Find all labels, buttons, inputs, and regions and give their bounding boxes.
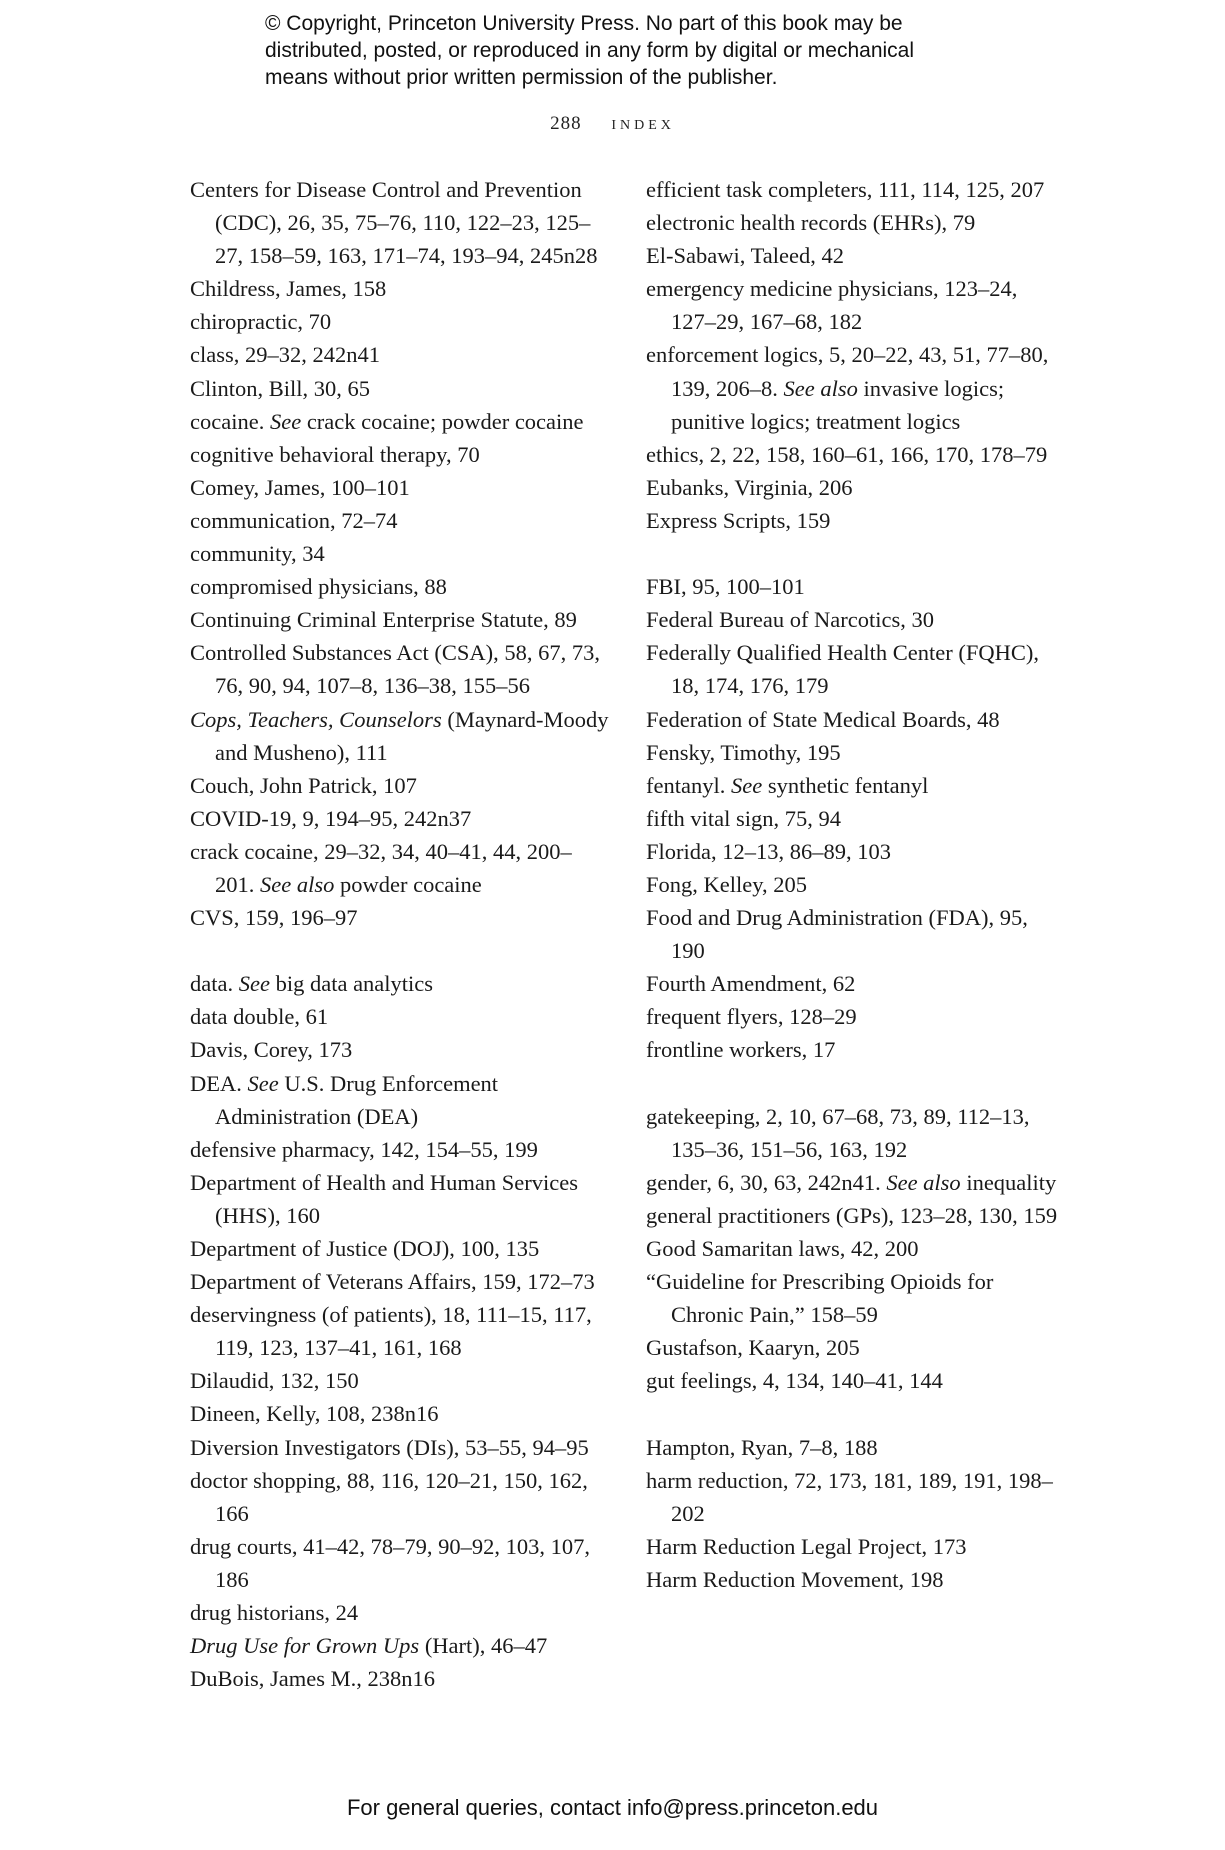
entry-text: gatekeeping, 2, 10, 67–68, 73, 89, 112–13, 135–36, 151–56, 163, 192 — [646, 1103, 1030, 1162]
index-entry — [646, 1331, 1066, 1364]
entry-text: Dineen, Kelly, 108, 238n16 — [190, 1401, 439, 1427]
entry-text: FBI, 95, 100–101 — [646, 574, 805, 600]
entry-text: emergency medicine physicians, 123–24, 127–29, 167–68, 182 — [646, 276, 1018, 335]
index-entry — [646, 868, 1066, 901]
entry-text: Comey, James, 100–101 — [190, 474, 410, 500]
entry-text: Couch, John Patrick, 107 — [190, 772, 417, 798]
entry-text: synthetic fentanyl — [762, 772, 929, 798]
index-entry — [646, 901, 1066, 967]
entry-text: Hampton, Ryan, 7–8, 188 — [646, 1434, 878, 1460]
entry-text: DuBois, James M., 238n16 — [190, 1666, 436, 1692]
entry-text: Department of Veterans Affairs, 159, 172–73 — [190, 1269, 595, 1295]
index-entry — [190, 1133, 610, 1166]
index-entry — [646, 736, 1066, 769]
index-entry — [646, 835, 1066, 868]
index-entry — [190, 603, 610, 636]
entry-italic: See — [730, 772, 763, 798]
entry-text: Clinton, Bill, 30, 65 — [190, 375, 371, 401]
index-entry — [190, 703, 610, 769]
index-entry — [646, 1265, 1066, 1331]
entry-text: (Maynard-Moody and Musheno), 111 — [215, 706, 609, 765]
entry-text: gender, 6, 30, 63, 242n41. — [646, 1169, 887, 1195]
index-entry — [646, 471, 1066, 504]
index-entry — [646, 173, 1066, 206]
index-entry — [190, 1298, 610, 1364]
page-number: 288 — [550, 113, 582, 134]
entry-text: Davis, Corey, 173 — [190, 1037, 353, 1063]
index-entry — [646, 338, 1066, 437]
entry-text: “Guideline for Prescribing Opioids for Chronic Pain,” 158–59 — [646, 1269, 994, 1328]
entry-text: electronic health records (EHRs), 79 — [646, 210, 976, 236]
entry-text: CVS, 159, 196–97 — [190, 905, 358, 931]
index-entry — [646, 1364, 1066, 1397]
index-entry — [190, 173, 610, 272]
index-entry — [190, 1596, 610, 1629]
index-entry — [646, 1530, 1066, 1563]
entry-text: Department of Justice (DOJ), 100, 135 — [190, 1236, 540, 1261]
index-entry — [646, 239, 1066, 272]
index-entry — [190, 1364, 610, 1397]
entry-text: Florida, 12–13, 86–89, 103 — [646, 838, 891, 864]
index-entry — [190, 504, 610, 537]
entry-italic: Drug Use for Grown Ups — [190, 1633, 420, 1659]
index-entry — [190, 1033, 610, 1066]
entry-italic: See — [238, 971, 270, 997]
entry-text: Dilaudid, 132, 150 — [190, 1368, 359, 1394]
entry-text: gut feelings, 4, 134, 140–41, 144 — [646, 1368, 943, 1394]
entry-text: Childress, James, 158 — [190, 276, 387, 302]
index-entry — [646, 703, 1066, 736]
entry-text: drug historians, 24 — [190, 1600, 359, 1626]
entry-text: U.S. Drug Enforcement Administration (DEA) — [215, 1070, 499, 1129]
index-entry — [190, 769, 610, 802]
section-gap — [646, 1067, 1066, 1100]
entry-text: Continuing Criminal Enterprise Statute, 89 — [190, 607, 577, 633]
index-entry — [190, 967, 610, 1000]
entry-italic: See also — [783, 375, 858, 401]
entry-italic: See — [269, 408, 302, 434]
index-entry — [646, 1464, 1066, 1530]
entry-text: crack cocaine; powder cocaine — [301, 408, 584, 434]
entry-text: Diversion Investigators (DIs), 53–55, 94–95 — [190, 1434, 589, 1460]
entry-text: Gustafson, Kaaryn, 205 — [646, 1335, 860, 1361]
entry-text: frontline workers, 17 — [646, 1037, 836, 1063]
entry-text: communication, 72–74 — [190, 507, 398, 533]
index-entry — [646, 1232, 1066, 1265]
index-entry — [190, 636, 610, 702]
index-entry — [190, 1464, 610, 1530]
index-entry — [190, 1232, 610, 1265]
entry-text: doctor shopping, 88, 116, 120–21, 150, 162, 166 — [190, 1467, 588, 1526]
index-entry — [190, 1530, 610, 1596]
entry-text: Federal Bureau of Narcotics, 30 — [646, 607, 935, 633]
index-entry — [190, 1397, 610, 1430]
index-entry — [646, 504, 1066, 537]
index-entry — [646, 570, 1066, 603]
entry-italic: See — [247, 1070, 279, 1096]
index-entry — [646, 1000, 1066, 1033]
index-entry — [646, 636, 1066, 702]
entry-text: inequality — [960, 1169, 1057, 1195]
index-entry — [190, 1166, 610, 1232]
entry-text: invasive logics; punitive logics; treatment logics — [671, 375, 1005, 434]
index-entry — [646, 1431, 1066, 1464]
entry-text: Good Samaritan laws, 42, 200 — [646, 1236, 919, 1261]
entry-text: Harm Reduction Movement, 198 — [646, 1566, 944, 1592]
entry-text: ethics, 2, 22, 158, 160–61, 166, 170, 178–79 — [646, 441, 1048, 467]
index-entry — [190, 372, 610, 405]
entry-text: general practitioners (GPs), 123–28, 130, 159 — [646, 1202, 1058, 1228]
section-gap — [646, 1397, 1066, 1430]
entry-text: chiropractic, 70 — [190, 309, 332, 335]
copyright-notice — [265, 10, 1025, 91]
section-gap — [190, 934, 610, 967]
footer-contact: For general queries, contact info@press.princeton.edu — [346, 1795, 879, 1820]
index-entry — [190, 1662, 610, 1695]
entry-text: cognitive behavioral therapy, 70 — [190, 441, 480, 467]
entry-italic: See also — [260, 871, 335, 897]
entry-text: Fourth Amendment, 62 — [646, 971, 856, 997]
entry-text: deservingness (of patients), 18, 111–15, 117, 119, 123, 137–41, 161, 168 — [190, 1302, 592, 1361]
entry-text: compromised physicians, 88 — [190, 574, 447, 600]
entry-text: crack cocaine, 29–32, 34, 40–41, 44, 200–201. — [190, 838, 572, 897]
index-entry — [646, 206, 1066, 239]
index-entry — [190, 1265, 610, 1298]
index-entry — [646, 1100, 1066, 1166]
entry-text: fifth vital sign, 75, 94 — [646, 805, 841, 831]
entry-text: Federally Qualified Health Center (FQHC), 18, 174, 176, 179 — [646, 640, 1040, 699]
entry-text: Food and Drug Administration (FDA), 95, 190 — [646, 905, 1028, 964]
index-entry — [190, 835, 610, 901]
index-entry — [190, 305, 610, 338]
entry-text: COVID-19, 9, 194–95, 242n37 — [190, 805, 472, 831]
entry-text: Express Scripts, 159 — [646, 507, 831, 533]
index-entry — [190, 405, 610, 438]
copyright-line: distributed, posted, or reproduced in any form by digital or mechanical — [265, 39, 915, 62]
index-entry — [190, 1000, 610, 1033]
entry-text: community, 34 — [190, 541, 325, 567]
index-entry — [646, 603, 1066, 636]
entry-text: El-Sabawi, Taleed, 42 — [646, 243, 844, 269]
entry-text: data double, 61 — [190, 1004, 329, 1030]
index-entry — [190, 1431, 610, 1464]
running-head-title: index — [611, 112, 675, 134]
entry-text: fentanyl. — [646, 772, 731, 798]
index-entry — [646, 272, 1066, 338]
entry-text: Department of Health and Human Services (HHS), 160 — [190, 1169, 578, 1228]
index-entry — [190, 438, 610, 471]
index-entry — [190, 471, 610, 504]
index-entry — [646, 1563, 1066, 1596]
entry-text: frequent flyers, 128–29 — [646, 1004, 857, 1030]
index-entry — [190, 802, 610, 835]
copyright-line: © Copyright, Princeton University Press. No part of this book may be — [265, 12, 903, 35]
entry-text: (Hart), 46–47 — [419, 1633, 548, 1659]
running-head — [0, 112, 1225, 135]
section-gap — [646, 537, 1066, 570]
copyright-line: means without prior written permission of the publisher. — [265, 66, 778, 89]
entry-text: powder cocaine — [334, 871, 482, 897]
entry-text: Eubanks, Virginia, 206 — [646, 474, 853, 500]
index-entry — [190, 901, 610, 934]
index-column-right — [646, 173, 1066, 1596]
index-entry — [646, 1166, 1066, 1199]
index-entry — [646, 1033, 1066, 1066]
entry-text: Federation of State Medical Boards, 48 — [646, 706, 1000, 732]
index-entry — [646, 967, 1066, 1000]
entry-text: Controlled Substances Act (CSA), 58, 67, 73, 76, 90, 94, 107–8, 136–38, 155–56 — [190, 640, 600, 699]
index-entry — [646, 802, 1066, 835]
index-entry — [190, 537, 610, 570]
index-column-left — [190, 173, 610, 1695]
entry-text: efficient task completers, 111, 114, 125, 207 — [646, 177, 1045, 202]
entry-text: Fensky, Timothy, 195 — [646, 739, 841, 765]
index-entry — [190, 1629, 610, 1662]
entry-text: Fong, Kelley, 205 — [646, 871, 808, 897]
entry-text: Harm Reduction Legal Project, 173 — [646, 1533, 967, 1559]
entry-text: data. — [190, 971, 239, 997]
entry-text: harm reduction, 72, 173, 181, 189, 191, 198–202 — [646, 1467, 1053, 1526]
entry-text: defensive pharmacy, 142, 154–55, 199 — [190, 1136, 538, 1162]
index-entry — [190, 338, 610, 371]
entry-italic: Cops, Teachers, Counselors — [190, 706, 442, 732]
entry-text: enforcement logics, 5, 20–22, 43, 51, 77–80, 139, 206–8. — [646, 342, 1049, 401]
entry-italic: See also — [886, 1169, 961, 1195]
index-entry — [646, 438, 1066, 471]
index-entry — [190, 1067, 610, 1133]
index-entry — [190, 272, 610, 305]
entry-text: big data analytics — [269, 971, 434, 997]
entry-text: drug courts, 41–42, 78–79, 90–92, 103, 107, 186 — [190, 1533, 590, 1592]
entry-text: class, 29–32, 242n41 — [190, 342, 380, 368]
index-entry — [190, 570, 610, 603]
entry-text: DEA. — [190, 1070, 248, 1096]
entry-text: cocaine. — [190, 408, 270, 434]
entry-text: Centers for Disease Control and Prevention (CDC), 26, 35, 75–76, 110, 122–23, 125–27, 158–59, 163, 171–74, 193–94, 245n28 — [190, 177, 598, 269]
index-entry — [646, 1199, 1066, 1232]
index-entry — [646, 769, 1066, 802]
